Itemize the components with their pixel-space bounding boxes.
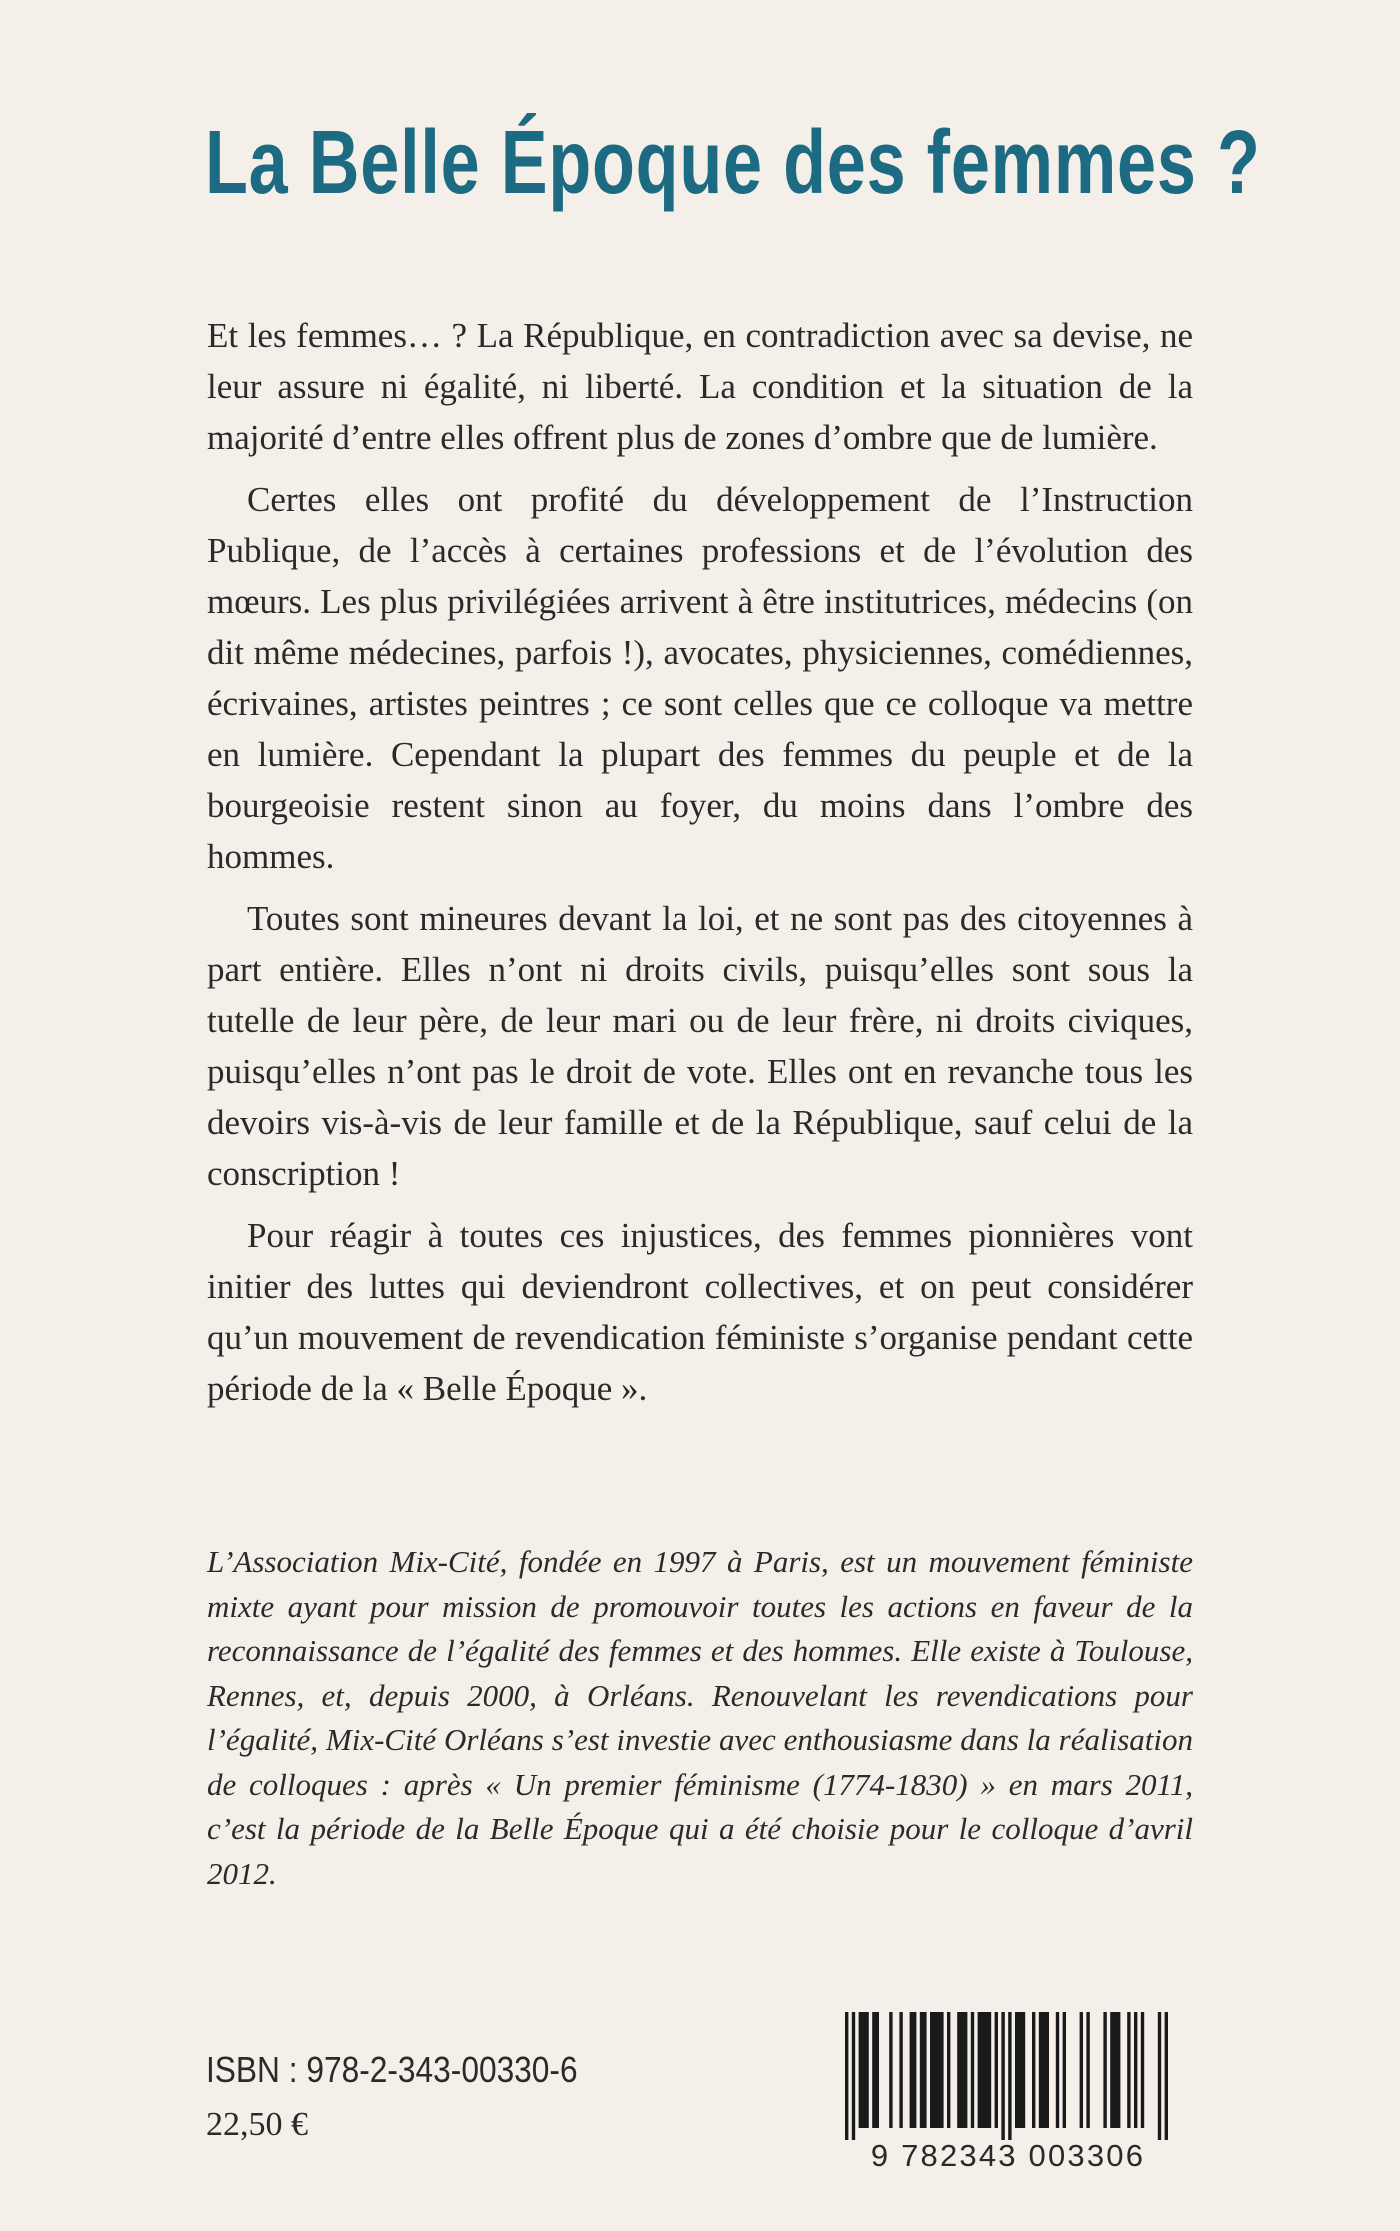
barcode-bar bbox=[1039, 2012, 1049, 2128]
barcode-bar bbox=[1110, 2012, 1120, 2128]
barcode-bar bbox=[910, 2012, 917, 2128]
barcode-digits: 9 782343 003306 bbox=[870, 2138, 1146, 2173]
association-note: L’Association Mix-Cité, fondée en 1997 à Paris, est un mouvement féministe mixte ayant pour mission de promouvoir toutes les actions en faveur de la reconnaissance de l’égalité des femmes et des hommes. Elle existe à Toulouse, Rennes, et, depuis 2000, à Orléans. Renouvelant les revendications pour l’égalité, Mix-Cité Orléans s’est investie avec enthousiasme dans la réalisation de colloques : après « Un premier féminisme (1774-1830) » en mars 2011, c’est la période de la Belle Époque qui a été choisie pour le colloque d’avril 2012. bbox=[207, 1544, 1193, 1891]
barcode-bar bbox=[957, 2012, 967, 2128]
barcode-bar bbox=[852, 2012, 855, 2140]
barcode-bar bbox=[1127, 2012, 1130, 2128]
barcode-bar bbox=[1103, 2012, 1106, 2128]
barcode bbox=[823, 2012, 1193, 2172]
barcode-bar bbox=[920, 2012, 927, 2128]
barcode-bar bbox=[1141, 2012, 1144, 2128]
paragraph-2: Certes elles ont profité du développement de l’Instruction Publique, de l’accès à certaines professions et de l’évolution des mœurs. Les plus privilégiées arrivent à être institutrices, médecins (on dit même médecines, parfois !), avocates, physiciennes, comédiennes, écrivaines, artistes peintres ; ce sont celles que ce colloque va mettre en lumière. Cependant la plupart des femmes du peuple et de la bourgeoisie restent sinon au foyer, du moins dans l’ombre des hommes. bbox=[207, 480, 1193, 876]
isbn: ISBN : 978-2-343-00330-6 bbox=[206, 2049, 578, 2090]
back-cover-text bbox=[207, 310, 1193, 1425]
barcode-bar bbox=[845, 2012, 848, 2140]
barcode-bar bbox=[971, 2012, 974, 2128]
barcode-bar bbox=[1086, 2012, 1089, 2128]
paragraph-4: Pour réagir à toutes ces injustices, des femmes pionnières vont initier des luttes qui deviendront collectives, et on peut considérer qu’un mouvement de revendication féministe s’organise pendant cette période de la « Belle Époque ». bbox=[207, 1216, 1193, 1408]
barcode-bar bbox=[1032, 2012, 1035, 2128]
barcode-bars bbox=[823, 2012, 1193, 2140]
barcode-bar bbox=[1063, 2012, 1066, 2128]
barcode-bar bbox=[1001, 2012, 1004, 2140]
barcode-bar bbox=[1158, 2012, 1161, 2140]
barcode-bar bbox=[995, 2012, 998, 2128]
paragraph-3: Toutes sont mineures devant la loi, et ne sont pas des citoyennes à part entière. Elles n’ont ni droits civils, puisqu’elles sont sous la tutelle de leur père, de leur mari ou de leur frère, ni droits civiques, puisqu’elles n’ont pas le droit de vote. Elles ont en revanche tous les devoirs vis-à-vis de leur famille et de la République, sauf celui de la conscription ! bbox=[207, 899, 1193, 1193]
paragraph-1: Et les femmes… ? La République, en contradiction avec sa devise, ne leur assure ni égalité, ni liberté. La condition et la situation de la majorité d’entre elles offrent plus de zones d’ombre que de lumière. bbox=[207, 316, 1193, 457]
barcode-bar bbox=[1165, 2012, 1168, 2140]
barcode-bar bbox=[1008, 2012, 1011, 2140]
book-title: La Belle Époque des femmes ? bbox=[205, 113, 1261, 213]
barcode-bar bbox=[1080, 2012, 1083, 2128]
price: 22,50 € bbox=[206, 2106, 308, 2143]
barcode-bar bbox=[899, 2012, 902, 2128]
barcode-bar bbox=[872, 2012, 879, 2128]
barcode-bar bbox=[859, 2012, 869, 2128]
barcode-bar bbox=[1056, 2012, 1059, 2128]
barcode-bar bbox=[889, 2012, 892, 2128]
barcode-bar bbox=[978, 2012, 992, 2128]
barcode-bar bbox=[947, 2012, 950, 2128]
barcode-bar bbox=[1015, 2012, 1025, 2128]
barcode-bar bbox=[930, 2012, 944, 2128]
barcode-bar bbox=[1134, 2012, 1137, 2128]
